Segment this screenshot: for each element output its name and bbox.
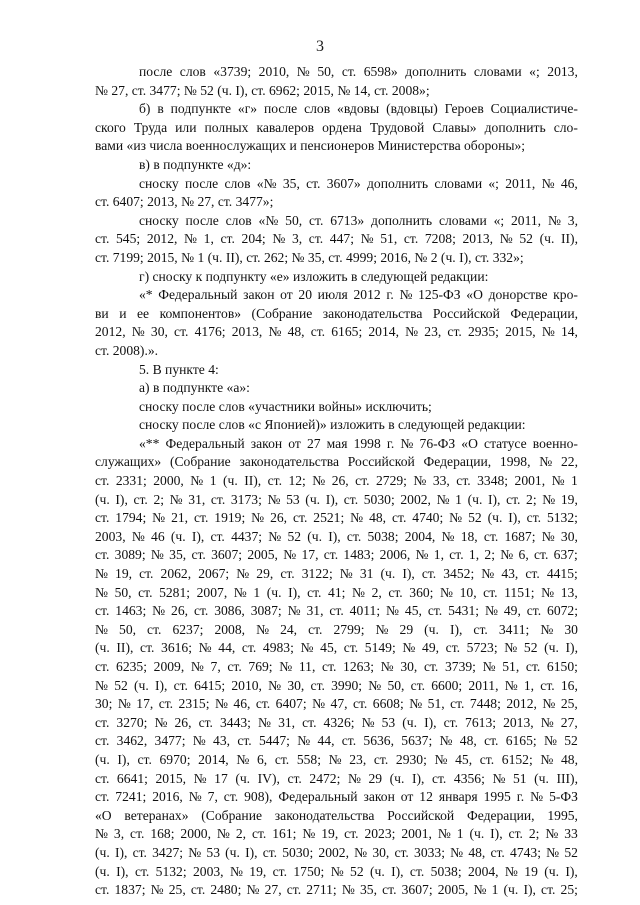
text-line: № 3, ст. 168; 2000, № 2, ст. 161; № 19, ст. 2023; 2001, № 1 (ч. I), ст. 2; № 33 [95,826,578,842]
text-line: в) в подпункте «д»: [139,156,252,172]
text-line: № 27, ст. 3477; № 52 (ч. I), ст. 6962; 2015, № 14, ст. 2008»; [95,82,430,98]
text-line: ст. 6641; 2015, № 17 (ч. IV), ст. 2472; № 29 (ч. I), ст. 4356; № 51 (ч. III), [95,770,578,786]
text-line: 2012, № 30, ст. 4176; 2013, № 48, ст. 6165; 2014, № 23, ст. 2935; 2015, № 14, [95,324,578,340]
text-line: после слов «3739; 2010, № 50, ст. 6598» дополнить словами «; 2013, [139,64,578,79]
text-line: (ч. I), ст. 2; № 31, ст. 3173; № 53 (ч. I), ст. 5030; 2002, № 1 (ч. I), ст. 2; № 19, [95,491,578,507]
text-line: ст. 1794; № 21, ст. 1919; № 26, ст. 2521; № 48, ст. 4740; № 52 (ч. I), ст. 5132; [95,510,578,526]
text-line: № 52 (ч. I), ст. 6415; 2010, № 30, ст. 3990; № 50, ст. 6600; 2011, № 1, ст. 16, [95,677,578,693]
document-body [95,63,578,900]
text-line: б) в подпункте «г» после слов «вдовы (вдовцы) Героев Социалистиче- [139,101,578,117]
text-line: сноску после слов «с Японией)» изложить в следующей редакции: [139,417,526,433]
text-line: служащих» (Собрание законодательства Российской Федерации, 1998, № 22, [95,454,578,470]
text-line: ст. 3270; № 26, ст. 3443; № 31, ст. 4326; № 53 (ч. I), ст. 7613; 2013, № 27, [95,714,578,730]
text-line: ст. 1463; № 26, ст. 3086, 3087; № 31, ст. 4011; № 45, ст. 5431; № 49, ст. 6072; [95,603,578,619]
text-line: (ч. I), ст. 3427; № 53 (ч. I), ст. 5030; 2002, № 30, ст. 3033; № 48, ст. 4743; № 52 [95,844,578,860]
text-line: ст. 2008).». [95,342,159,358]
text-line: а) в подпункте «а»: [139,380,250,396]
text-line: сноску после слов «№ 50, ст. 6713» дополнить словами «; 2011, № 3, [139,212,578,228]
text-line: ст. 6235; 2009, № 7, ст. 769; № 11, ст. 1263; № 30, ст. 3739; № 51, ст. 6150; [95,659,578,674]
text-line: «О ветеранах» (Собрание законодательства Российской Федерации, 1995, [95,807,578,823]
page-number: 3 [316,38,324,55]
text-line: ского Труда или полных кавалеров ордена Трудовой Славы» дополнить сло- [95,119,578,135]
text-line: «* Федеральный закон от 20 июля 2012 г. № 125-ФЗ «О донорстве кро- [139,287,578,303]
text-line: (ч. I), ст. 5132; 2003, № 19, ст. 1750; № 52 (ч. I), ст. 5038; 2004, № 19 (ч. I), [95,863,578,879]
text-line: ст. 3089; № 35, ст. 3607; 2005, № 17, ст. 1483; 2006, № 1, ст. 1, 2; № 6, ст. 637; [95,547,578,563]
text-line: «** Федеральный закон от 27 мая 1998 г. № 76-ФЗ «О статусе военно- [139,435,578,451]
text-line: 2003, № 46 (ч. I), ст. 4437; № 52 (ч. I), ст. 5038; 2004, № 18, ст. 1687; № 30, [95,528,578,544]
text-line: ст. 545; 2012, № 1, ст. 204; № 3, ст. 447; № 51, ст. 7208; 2013, № 52 (ч. II), [95,231,578,247]
text-line: ст. 2331; 2000, № 1 (ч. II), ст. 12; № 26, ст. 2729; № 33, ст. 3348; 2001, № 1 [95,473,578,489]
text-line: вами «из числа военнослужащих и пенсионеров Министерства обороны»; [95,138,526,154]
text-line: № 50, ст. 6237; 2008, № 24, ст. 2799; № 29 (ч. I), ст. 3411; № 30 [95,621,578,637]
text-line: № 19, ст. 2062, 2067; № 29, ст. 3122; № 31 (ч. I), ст. 3452; № 43, ст. 4415; [95,566,578,582]
text-line: 5. В пункте 4: [139,361,219,377]
text-line: ст. 3462, 3477; № 43, ст. 5447; № 44, ст. 5636, 5637; № 48, ст. 6165; № 52 [95,733,578,749]
text-line: ст. 7241; 2016, № 7, ст. 908), Федеральный закон от 12 января 1995 г. № 5-ФЗ [95,789,578,805]
text-line: 30; № 17, ст. 2315; № 46, ст. 6407; № 47, ст. 6608; № 51, ст. 7448; 2012, № 25, [95,696,578,712]
text-line: г) сноску к подпункту «е» изложить в следующей редакции: [139,268,489,284]
text-line: (ч. I), ст. 6970; 2014, № 6, ст. 558; № 23, ст. 2930; № 45, ст. 6152; № 48, [95,751,578,767]
text-line: (ч. II), ст. 3616; № 44, ст. 4983; № 45, ст. 5149; № 49, ст. 5723; № 52 (ч. I), [95,640,578,656]
text-line: ви и ее компонентов» (Собрание законодательства Российской Федерации, [95,305,578,321]
text-line: ст. 6407; 2013, № 27, ст. 3477»; [95,194,274,210]
text-line: ст. 7199; 2015, № 1 (ч. II), ст. 262; № 35, ст. 4999; 2016, № 2 (ч. I), ст. 332»; [95,249,524,265]
text-line: сноску после слов «участники войны» исключить; [139,398,432,414]
text-line: сноску после слов «№ 35, ст. 3607» дополнить словами «; 2011, № 46, [139,175,578,191]
text-line: № 50, ст. 5281; 2007, № 1 (ч. I), ст. 41; № 2, ст. 360; № 10, ст. 1151; № 13, [95,584,578,600]
text-line: ст. 1837; № 25, ст. 2480; № 27, ст. 2711; № 35, ст. 3607; 2005, № 1 (ч. I), ст. 25; [95,882,578,898]
